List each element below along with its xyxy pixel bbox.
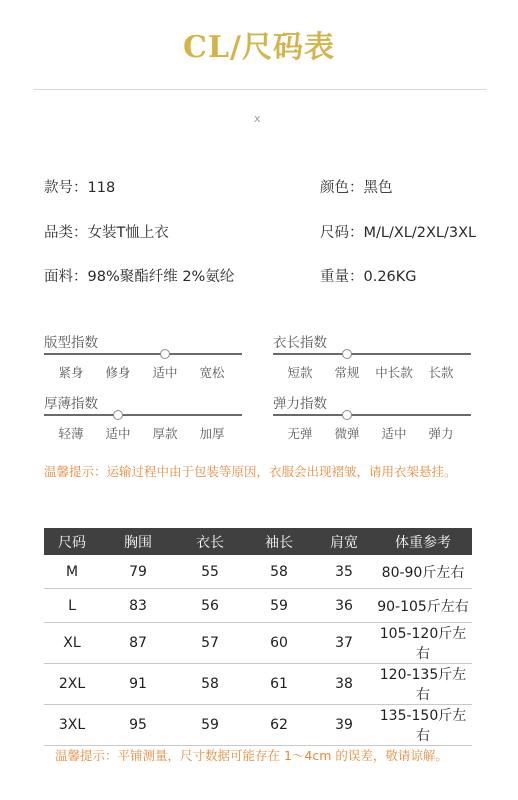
indicator-label: 轻薄 [58, 426, 84, 441]
table-row [44, 589, 472, 623]
indicator-track-fit [44, 353, 242, 355]
indicator-title-fit: 版型指数 [44, 335, 98, 351]
table-cell: 36 [314, 589, 374, 623]
indicator-knob-fit [160, 349, 170, 359]
table-cell: XL [44, 623, 100, 664]
table-header-cell: 体重参考 [374, 528, 472, 555]
table-cell: 37 [314, 623, 374, 664]
table-header-cell: 肩宽 [314, 528, 374, 555]
page-title: CL/尺码表 [183, 30, 335, 65]
table-header-cell: 衣长 [176, 528, 244, 555]
measurement-notice: 温馨提示：平铺测量，尺寸数据可能存在 1～4cm 的误差，敬请谅解。 [55, 748, 448, 763]
table-cell: L [44, 589, 100, 623]
table-cell: 87 [100, 623, 176, 664]
indicator-knob-elasticity [342, 410, 352, 420]
indicator-track-elasticity [273, 414, 471, 416]
table-row [44, 623, 472, 664]
indicator-label: 适中 [381, 426, 407, 441]
table-header-cell: 尺码 [44, 528, 100, 555]
table-cell: 105-120斤左右 [374, 623, 472, 664]
indicator-title-elasticity: 弹力指数 [273, 396, 327, 412]
table-row [44, 555, 472, 589]
indicator-label: 紧身 [58, 365, 84, 380]
table-cell: 35 [314, 555, 374, 589]
table-cell: 59 [176, 705, 244, 746]
category-info: 品类：女装T恤上衣 [44, 225, 169, 241]
close-mark: x [254, 112, 261, 125]
table-cell: 61 [244, 664, 314, 705]
indicator-label: 弹力 [428, 426, 454, 441]
table-cell: 58 [176, 664, 244, 705]
table-cell: 39 [314, 705, 374, 746]
table-header-cell: 袖长 [244, 528, 314, 555]
table-cell: M [44, 555, 100, 589]
table-cell: 60 [244, 623, 314, 664]
table-cell: 79 [100, 555, 176, 589]
indicator-knob-thickness [113, 410, 123, 420]
indicator-knob-length [342, 349, 352, 359]
indicator-track-thickness [44, 414, 242, 416]
table-cell: 80-90斤左右 [374, 555, 472, 589]
table-cell: 135-150斤左右 [374, 705, 472, 746]
table-cell: 83 [100, 589, 176, 623]
table-cell: 2XL [44, 664, 100, 705]
shipping-notice: 温馨提示：运输过程中由于包装等原因，衣服会出现褶皱，请用衣架悬挂。 [44, 464, 457, 479]
table-cell: 3XL [44, 705, 100, 746]
title-divider [34, 89, 486, 90]
indicator-label: 长款 [428, 365, 454, 380]
indicator-label: 微弹 [334, 426, 360, 441]
indicator-label: 修身 [105, 365, 131, 380]
style-number: 款号：118 [44, 180, 116, 196]
table-cell: 91 [100, 664, 176, 705]
indicator-label: 加厚 [199, 426, 225, 441]
table-row [44, 705, 472, 746]
table-cell: 95 [100, 705, 176, 746]
table-row [44, 664, 472, 705]
table-cell: 59 [244, 589, 314, 623]
table-cell: 55 [176, 555, 244, 589]
fabric-info: 面料：98%聚酯纤维 2%氨纶 [44, 269, 235, 285]
table-cell: 62 [244, 705, 314, 746]
indicator-title-thickness: 厚薄指数 [44, 396, 98, 412]
color-info: 颜色：黑色 [320, 180, 393, 196]
table-body [44, 555, 472, 746]
indicator-label: 适中 [152, 365, 178, 380]
indicator-track-length [273, 353, 471, 355]
indicator-label: 无弹 [287, 426, 313, 441]
table-header-cell: 胸围 [100, 528, 176, 555]
table-cell: 120-135斤左右 [374, 664, 472, 705]
indicator-label: 厚款 [152, 426, 178, 441]
indicator-label: 中长款 [375, 365, 413, 380]
table-cell: 38 [314, 664, 374, 705]
table-cell: 57 [176, 623, 244, 664]
size-table [44, 528, 472, 746]
sizes-info: 尺码：M/L/XL/2XL/3XL [320, 225, 477, 241]
table-cell: 58 [244, 555, 314, 589]
indicator-label: 适中 [105, 426, 131, 441]
indicator-label: 宽松 [199, 365, 225, 380]
table-cell: 90-105斤左右 [374, 589, 472, 623]
table-cell: 56 [176, 589, 244, 623]
weight-info: 重量：0.26KG [320, 269, 417, 285]
table-header-row [44, 528, 472, 555]
indicator-title-length: 衣长指数 [273, 335, 327, 351]
indicator-label: 短款 [287, 365, 313, 380]
indicator-label: 常规 [334, 365, 360, 380]
